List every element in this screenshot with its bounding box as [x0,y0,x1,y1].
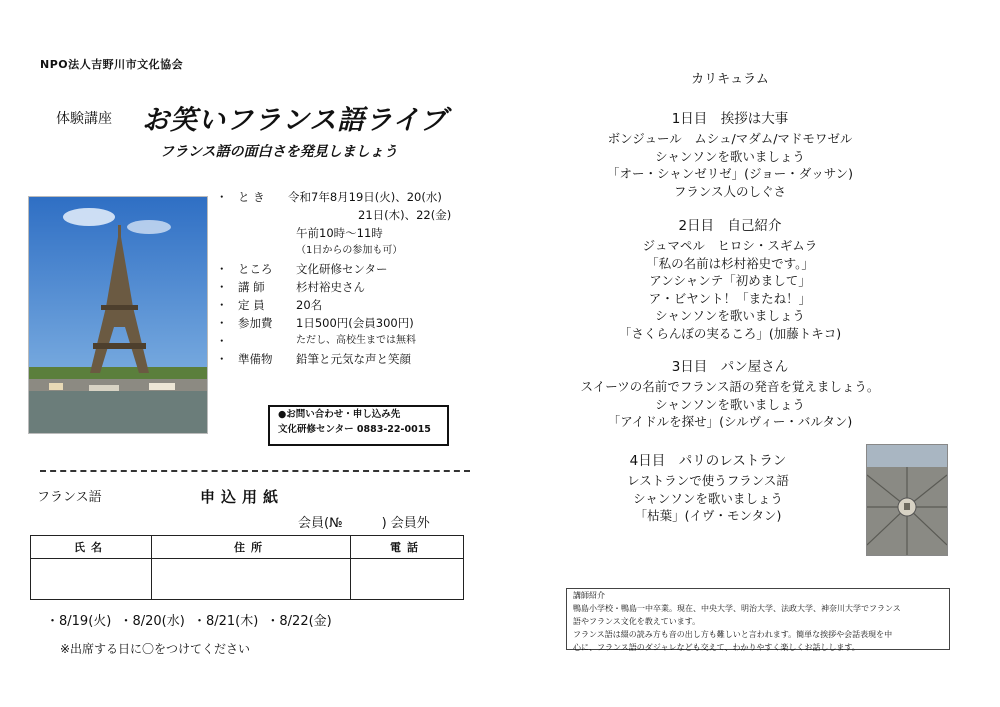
place-label: ところ [238,262,273,276]
course-kind: 体験講座 [56,111,112,127]
bio-heading: 講師紹介 [573,591,605,600]
day-3: 3日目 パン屋さん スイーツの名前でフランス語の発音を覚えましょう。 シャンソンを歌いましょう 「アイドルを探せ」(シルヴィー・バルタン) [512,356,948,431]
organizer-name: NPO法人吉野川市文化協会 [40,58,184,71]
member-line: 会員(№ ) 会員外 [298,516,430,531]
day-1: 1日目 挨拶は大事 ボンジュール ムシュ/マダム/マドモワゼル シャンソンを歌いましょう 「オー・シャンゼリゼ」(ジョー・ダッサン) フランス人のしぐさ [512,108,948,200]
flyer-subtitle: フランス語の面白さを発見しましょう [160,144,398,160]
day-2: 2日目 自己紹介 ジュマペル ヒロシ・スギムラ 「私の名前は杉村裕史です。」 アンシャンテ「初めまして」 ア・ビヤント！「またね！」 シャンソンを歌いましょう 「さくらんぼの実るころ」(加藤トキコ) [512,215,948,342]
capacity-label: 定 員 [238,298,265,312]
paris-aerial-photo [866,444,948,556]
eiffel-tower-photo [28,196,208,434]
teacher-label: 講 師 [238,280,265,294]
instructor-bio-box [566,588,950,650]
form-title: 申込用紙 [200,488,285,506]
date-value: 令和7年8月19日(火)、20(水) [288,190,442,204]
phone-cell[interactable] [351,559,464,600]
bio-line: 鴨島小学校・鴨島一中卒業。現在、中央大学、明治大学、法政大学、神奈川大学でフランス [573,604,901,613]
event-info: ・ と き 令和7年8月19日(火)、20(水) 21日(木)、22(金) 午前10時～11時 （1日からの参加も可） ・ ところ 文化研修センター ・ 講 師 杉村裕史さん ・ 定 員 20名 ・ 参加費 1日500円(会員300円) ・ ただし、高校生までは無料 ・ 準備物 鉛筆と元気な声と笑顔 [216,190,452,366]
bio-line: 語やフランス文化を教えています。 [573,617,701,626]
teacher-value: 杉村裕史さん [296,280,365,294]
name-header: 氏名 [31,536,152,559]
time-value: 午前10時～11時 [296,226,383,240]
capacity-value: 20名 [296,298,323,312]
place-value: 文化研修センター [296,262,388,276]
day-heading: 1日目 挨拶は大事 [671,111,789,127]
bio-line: フランス語は綴の読み方も音の出し方も難しいと言われます。簡単な挨拶や会話表現を中 [573,630,893,639]
bio-line: 心に、フランス語のダジャレなども交えて、わかりやすく楽しくお話しします。 [573,643,860,652]
cut-line [40,470,470,472]
items-value: 鉛筆と元気な声と笑顔 [296,352,411,366]
date-label: と き [238,190,265,204]
fee-value: 1日500円(会員300円) [296,316,414,330]
items-label: 準備物 [238,352,273,366]
name-cell[interactable] [31,559,152,600]
form-course-label: フランス語 [37,490,102,505]
time-note: （1日からの参加も可） [296,245,403,256]
application-table [30,535,464,600]
day-4: 4日目 パリのレストラン レストランで使うフランス語 シャンソンを歌いましょう 「枯葉」(イヴ・モンタン) [490,450,926,525]
day-heading: 2日目 自己紹介 [678,218,782,234]
address-header: 住所 [152,536,351,559]
fee-label: 参加費 [238,316,273,330]
day-heading: 3日目 パン屋さん [671,359,789,375]
phone-header: 電話 [351,536,464,559]
fee-note: ただし、高校生までは無料 [296,335,416,346]
flyer-title: お笑いフランス語ライブ [142,105,448,136]
curriculum-title: カリキュラム [691,72,769,87]
attendance-dates: ・8/19(火) ・8/20(水) ・8/21(木) ・8/22(金) [46,614,332,629]
contact-box [268,405,449,446]
contact-heading: ●お問い合わせ・申し込み先 [278,409,401,420]
attendance-footnote: ※出席する日に〇をつけてください [60,642,251,656]
address-cell[interactable] [152,559,351,600]
contact-line: 文化研修センター 0883-22-0015 [278,424,431,435]
date-value-2: 21日(木)、22(金) [358,208,452,222]
day-heading: 4日目 パリのレストラン [629,453,787,469]
